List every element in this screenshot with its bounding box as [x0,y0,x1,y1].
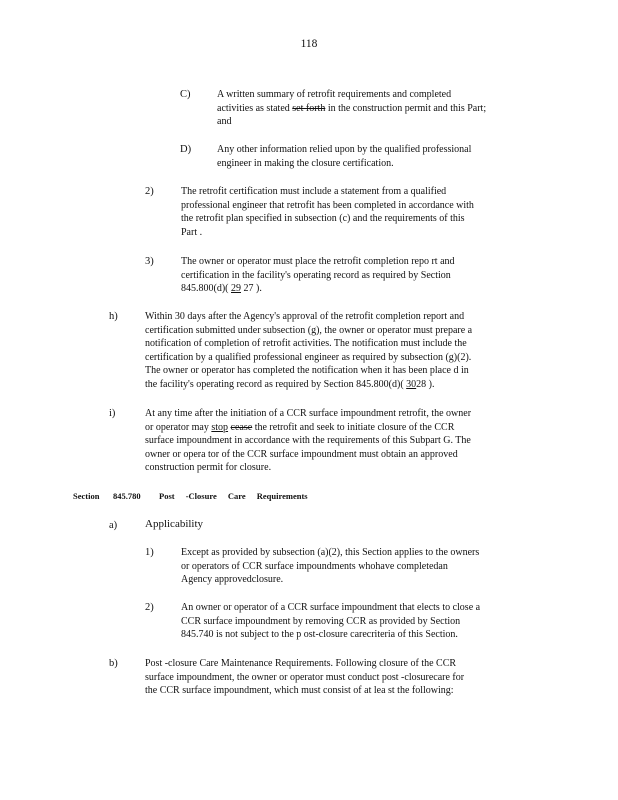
line [181,282,538,296]
item-b-text [145,657,538,698]
line: Agency approvedclosure. [181,574,284,586]
item-a1-text [181,546,538,587]
line: The owner or operator has completed the notification when it has been place d in [145,365,469,377]
line: the retrofit plan specified in subsection (c) and the requirements of this [181,213,465,225]
item-label-g2: 2) [145,186,154,197]
line: Any other information relied upon by the qualified professional [217,144,472,155]
item-label-b: b) [109,658,118,669]
text-run: the facility's operating record as required by Section 845.800(d)( [145,378,407,390]
item-label-i: i) [109,408,116,419]
line: professional engineer that retrofit has been completed in accordance with [181,199,474,211]
item-i-text [145,407,538,475]
line: and [217,116,232,128]
line: A written summary of retrofit requirements and completed [217,89,452,100]
line: notification of completion of retrofit activities. The notification must include the [145,338,467,350]
item-label-a2: 2) [145,602,154,613]
line: surface impoundment in accordance with the requirements of this Subpart G. The [145,435,471,447]
line: construction permit for closure. [145,462,272,474]
line: or operators of CCR surface impoundments whohave completedan [181,560,448,572]
text-run: activities as stated [217,102,293,114]
text-run: the retrofit and seek to initiate closure of the CCR [252,421,455,433]
item-d-text [217,143,538,170]
item-c-text [217,88,538,129]
line: The retrofit certification must include a statement from a qualified [181,186,447,197]
line: An owner or operator of a CCR surface impoundment that elects to close a [181,602,481,613]
line: certification submitted under subsection (g), the owner or operator must prepare a [145,324,473,336]
item-label-d: D) [180,144,192,155]
item-label-c: C) [180,89,191,100]
line [145,421,538,435]
line [217,102,538,116]
section-title: Post -Closure Care Requirements [159,491,308,501]
line: owner or opera tor of the CCR surface impoundment must obtain an approved [145,448,458,460]
line: At any time after the initiation of a CCR surface impoundment retrofit, the owner [145,408,472,419]
subsection-heading: Applicability [145,518,204,530]
text-run: in the construction permit and this Part; [325,102,487,114]
line: Except as provided by subsection (a)(2), this Section applies to the owners [181,547,480,558]
text-run: 27 ). [241,283,262,295]
item-h-text [145,310,538,392]
line: the CCR surface impoundment, which must consist of at lea st the following: [145,685,454,697]
item-g2-text [181,185,538,239]
line: certification by a qualified professional engineer as required by subsection (g)(2). [145,351,472,363]
item-label-h: h) [109,311,118,322]
item-label-g3: 3) [145,256,154,267]
item-label-a1: 1) [145,547,154,558]
section-word: Section [73,491,100,501]
text-run: or operator may [145,421,212,433]
line: Post -closure Care Maintenance Requirements. Following closure of the CCR [145,658,457,669]
inserted-text: 29 [231,283,241,295]
line: surface impoundment, the owner or operator must conduct post -closurecare for [145,671,465,683]
line: 845.740 is not subject to the p ost-closure carecriteria of this Section. [181,629,458,641]
item-a2-text [181,601,538,642]
line: engineer in making the closure certification. [217,157,394,169]
deleted-text: set forth [292,102,326,114]
line: The owner or operator must place the retrofit completion repo rt and [181,256,455,267]
page-number: 118 [300,38,318,50]
line [145,378,538,392]
text-run: 845.800(d)( [181,283,231,295]
deleted-text: cease [230,421,253,433]
inserted-text: stop [211,421,229,433]
line: Part . [181,226,203,238]
line: certification in the facility's operating record as required by Section [181,269,451,281]
item-label-a: a) [109,520,118,531]
line: Within 30 days after the Agency's approval of the retrofit completion report and [145,311,465,322]
item-g3-text [181,255,538,296]
inserted-text: 30 [406,378,417,390]
section-number: 845.780 [113,491,141,501]
text-run: 28 ). [416,378,435,390]
line: CCR surface impoundment by removing CCR as provided by Section [181,615,461,627]
